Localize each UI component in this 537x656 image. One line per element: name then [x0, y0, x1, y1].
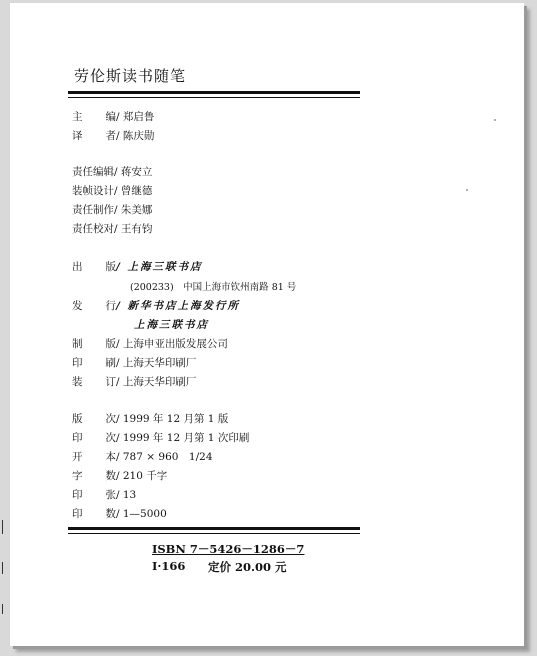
production-label-a: 印: [72, 357, 83, 369]
spec-row: [72, 470, 167, 483]
scan-edge-mark: [2, 604, 3, 614]
production-label-b: 订: [105, 376, 116, 388]
editorial-label: 责任制作: [72, 204, 114, 216]
spec-label-b: 次: [105, 413, 116, 425]
spec-label-a: 印: [72, 432, 83, 444]
production-row: [72, 376, 196, 389]
bottom-rule-thick: [68, 527, 360, 530]
credit-value: / 陈庆勋: [116, 130, 155, 142]
isbn-number: ISBN 7－5426－1286－7: [152, 542, 305, 556]
production-label-a: 制: [72, 338, 83, 350]
publisher-label-a: 出: [72, 261, 83, 273]
title-rule-thick: [68, 91, 360, 94]
credit-row-editor: [72, 111, 154, 124]
editorial-label: 装帧设计: [72, 185, 114, 197]
spec-label-a: 字: [72, 470, 83, 482]
distributor-row-2: [134, 319, 209, 332]
distributor-value-2: 上海三联书店: [134, 319, 209, 331]
production-value: / 上海申亚出版发展公司: [116, 338, 228, 350]
scan-edge-mark: [2, 520, 3, 534]
spec-row: [72, 451, 213, 464]
editorial-row: [72, 223, 152, 236]
production-value: / 上海天华印刷厂: [116, 376, 197, 388]
spec-label-b: 本: [105, 451, 116, 463]
publisher-address: [130, 281, 296, 294]
address-text: (200233) 中国上海市钦州南路 81 号: [130, 282, 297, 293]
editorial-value: / 曾继德: [114, 185, 153, 197]
publisher-value: / 上海三联书店: [116, 261, 203, 273]
editorial-row: [72, 204, 152, 217]
credit-value: / 郑启鲁: [116, 111, 155, 123]
production-row: [72, 338, 228, 351]
editorial-value: / 朱美娜: [114, 204, 153, 216]
distributor-label-a: 发: [72, 300, 83, 312]
colophon-page: [10, 3, 524, 646]
credit-label-b: 编: [105, 111, 116, 123]
spec-row: [72, 432, 249, 445]
spec-row: [72, 508, 167, 521]
spec-label-b: 数: [105, 508, 116, 520]
spec-value: / 1999 年 12 月第 1 次印刷: [116, 432, 250, 444]
publisher-row: [72, 261, 203, 274]
spec-label-a: 开: [72, 451, 83, 463]
spec-value: / 1—5000: [116, 508, 167, 520]
editorial-value: / 王有钧: [114, 223, 153, 235]
isbn-price: 定价 20.00 元: [208, 560, 287, 574]
spec-value: / 13: [116, 489, 137, 501]
production-label-a: 装: [72, 376, 83, 388]
spec-label-a: 版: [72, 413, 83, 425]
production-row: [72, 357, 196, 370]
distributor-value: / 新华书店上海发行所: [116, 300, 240, 312]
editorial-row: [72, 166, 152, 179]
editorial-label: 责任校对: [72, 223, 114, 235]
credit-row-translator: [72, 130, 154, 143]
spec-label-a: 印: [72, 489, 83, 501]
spec-label-a: 印: [72, 508, 83, 520]
spec-value: / 1999 年 12 月第 1 版: [116, 413, 229, 425]
spec-value: / 787 × 960 1/24: [116, 451, 213, 463]
spec-label-b: 数: [105, 470, 116, 482]
scan-speck: [466, 189, 468, 191]
spec-label-b: 张: [105, 489, 116, 501]
credit-label-a: 译: [72, 130, 83, 142]
editorial-row: [72, 185, 152, 198]
publisher-label-b: 版: [105, 261, 116, 273]
book-title: 劳伦斯读书随笔: [74, 67, 187, 85]
spec-label-b: 次: [105, 432, 116, 444]
editorial-label: 责任编辑: [72, 166, 114, 178]
editorial-value: / 蒋安立: [114, 166, 153, 178]
production-label-b: 版: [105, 338, 116, 350]
production-value: / 上海天华印刷厂: [116, 357, 197, 369]
bottom-rule-thin: [68, 533, 360, 534]
scan-edge-mark: [2, 562, 3, 574]
spec-row: [72, 489, 136, 502]
isbn-class: I·166: [152, 559, 186, 573]
credit-label-a: 主: [72, 111, 83, 123]
title-rule-thin: [68, 97, 360, 98]
spec-row: [72, 413, 228, 426]
distributor-row: [72, 300, 240, 313]
production-label-b: 刷: [105, 357, 116, 369]
credit-label-b: 者: [105, 130, 116, 142]
scan-speck: [494, 119, 496, 121]
distributor-label-b: 行: [105, 300, 116, 312]
spec-value: / 210 千字: [116, 470, 168, 482]
